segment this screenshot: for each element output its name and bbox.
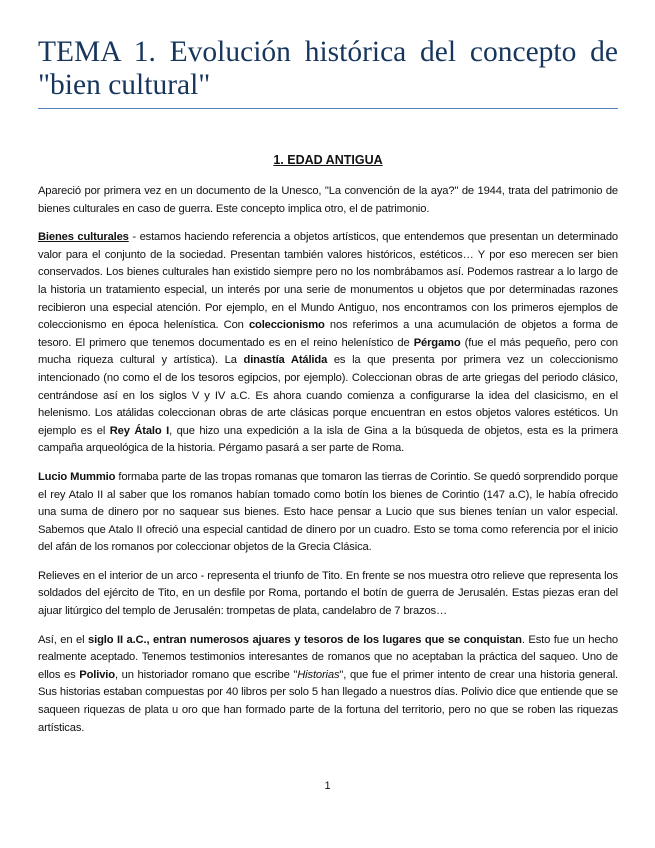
text-run: es la que presenta por primera vez un coleccionismo intencionado (no como el de los tesoros egipcios, por ejemplo). Coleccionan obras de arte griegas del periodo clásico, centrándose así en los siglos V y IV a.C. Es ahora cuando comienza a configurarse la idea del clasicismo, en el helenismo. Los atálidas coleccionan obras de arte clásicas porque encuentran en estos objetos valores estéticos. Un ejemplo es el	[38, 354, 619, 437]
text-run: siglo II a.C., entran numerosos ajuares y tesoros de los lugares que se conquistan	[88, 633, 522, 646]
text-run: (fue el más pequeño, pero con mucha riqueza cultural y artística). La	[38, 336, 618, 367]
text-run: Pérgamo	[413, 336, 461, 349]
text-run: Polivio	[79, 668, 115, 681]
text-run: Bienes culturales	[38, 231, 129, 244]
text-run: , que hizo una expedición a la isla de Gina a la búsqueda de objetos, esta es la primera campaña arqueológica de la historia. Pérgamo pasará a ser parte de Roma.	[38, 424, 618, 455]
page-number: 1	[324, 780, 331, 792]
text-run: Apareció por primera vez en un documento de la Unesco, "La convención de la aya?" de 1944, trata del patrimonio de bienes culturales en caso de guerra. Este concepto implica otro, el de patrimonio.	[38, 185, 618, 215]
paragraph-5	[38, 632, 618, 738]
text-run: ", que fue el primer intento de crear una historia general. Sus historias estaban compuestas por 40 libros per solo 5 han llegado a nuestros días. Polivio dice que entiende que se saqueen riquezas de plata u oro que han formado parte de la fortuna del territorio, pero no que se roben las riquezas artísticas.	[38, 668, 618, 734]
text-run: - estamos haciendo referencia a objetos artísticos, que entendemos que presentan un determinado valor para el conjunto de la sociedad. Presentan también valores históricos, estéticos… Y por eso merecen ser bien conservados. Los bienes culturales han existido siempre pero no los nombrábamos así. Podemos rastrear a lo largo de la historia un tratamiento especial, un interés por una serie de monumentos u objetos que por determinadas razones recibieron una especial atención. Por ejemplo, en el Mundo Antiguo, nos encontramos con los primeros ejemplos de coleccionismo en época helenística. Con	[38, 231, 618, 332]
text-run: Historias	[297, 668, 340, 681]
document-title	[38, 36, 618, 102]
paragraph-1	[38, 183, 618, 218]
title-line-2: "bien cultural"	[38, 69, 211, 101]
text-run: Lucio Mummio	[38, 470, 116, 483]
section-heading: 1. EDAD ANTIGUA	[273, 153, 383, 167]
text-run: nos referimos a una acumulación de objetos a forma de tesoro. El primero que tenemos documentado es en el reino helenístico de	[38, 319, 619, 349]
title-line-1: TEMA 1. Evolución histórica del concepto de	[38, 36, 618, 68]
paragraph-2	[38, 229, 618, 458]
title-underline-rule	[38, 108, 618, 109]
paragraph-3	[38, 469, 618, 557]
text-run: dinastía Atálida	[243, 354, 328, 367]
text-run: Relieves en el interior de un arco - representa el triunfo de Tito. En frente se nos muestra otro relieve que representa los soldados del ejército de Tito, en un desfile por Roma, portando el botín de guerra de Jerusalén. Estas piezas eran del ajuar litúrgico del templo de Jerusalén: trompetas de plata, candelabro de 7 brazos…	[38, 569, 618, 618]
document-body	[38, 183, 618, 748]
text-run: Así, en el	[38, 633, 89, 646]
text-run: , un historiador romano que escribe "	[114, 668, 298, 681]
text-run: Rey Átalo I	[109, 424, 170, 437]
text-run: . Esto fue un hecho realmente aceptado. Tenemos testimonios interesantes de romanos que no aceptaban la práctica del saqueo. Uno de ellos es	[38, 633, 618, 681]
text-run: coleccionismo	[248, 319, 325, 332]
paragraph-4	[38, 568, 618, 621]
text-run: formaba parte de las tropas romanas que tomaron las tierras de Corintio. Se quedó sorprendido porque el rey Atalo II al saber que los romanos habían tomado como botín los bienes de Corintio (147 a.C), le había ofrecido una suma de dinero por no saquear sus bienes. Esto hace pensar a Lucio que sus bienes tenían un valor especial. Sabemos que Atalo II ofreció una especial cantidad de dinero por un cuadro. Esto se toma como referencia por el inicio del afán de los romanos por coleccionar objetos de la Grecia Clásica.	[38, 470, 618, 554]
